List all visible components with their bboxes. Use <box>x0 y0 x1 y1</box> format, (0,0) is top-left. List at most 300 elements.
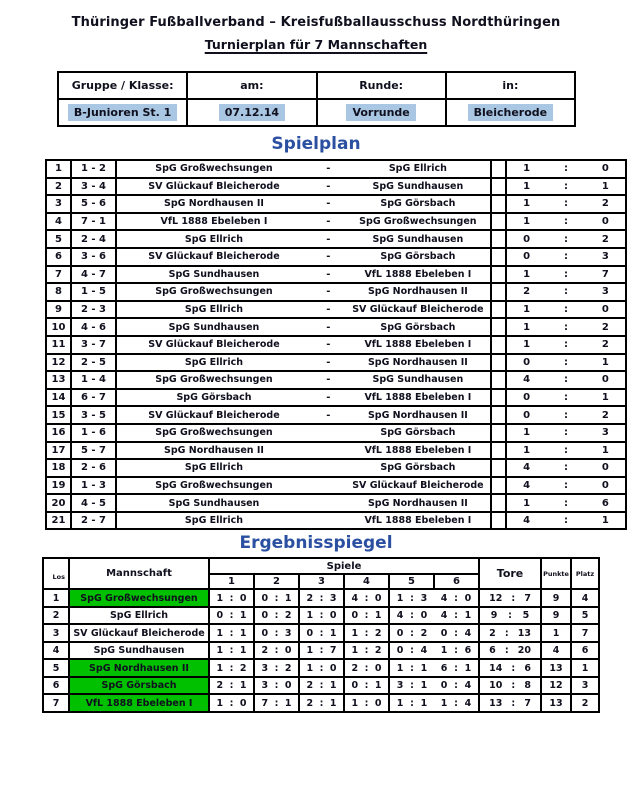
score-colon: : <box>364 662 369 674</box>
away-team: SpG Nordhausen II <box>367 286 468 298</box>
goals-for: 0 <box>396 645 404 657</box>
team-separator: - <box>326 356 331 368</box>
home-goals: 0 <box>523 233 531 245</box>
game-2-result <box>254 589 299 607</box>
match-teams-cell <box>116 424 491 442</box>
info-table <box>57 71 576 127</box>
mannschaft-column-header: Mannschaft <box>69 558 209 589</box>
goals-for: 10 <box>489 680 503 692</box>
match-pairing: 1 - 3 <box>71 477 116 495</box>
goals-for: 0 <box>440 680 448 692</box>
game-score <box>300 593 343 604</box>
match-score-cell <box>506 318 626 336</box>
goals-for: 1 <box>396 662 404 674</box>
score-colon: : <box>563 251 568 263</box>
goals-against: 3 <box>329 592 337 604</box>
spacer-cell <box>491 389 506 407</box>
ergebnis-row <box>43 642 599 660</box>
team-separator: - <box>326 163 331 175</box>
home-goals: 0 <box>523 356 531 368</box>
spacer-cell <box>491 283 506 301</box>
away-goals: 7 <box>601 268 609 280</box>
goals-against: 1 <box>284 592 292 604</box>
score-colon: : <box>563 233 568 245</box>
match-number: 5 <box>46 230 71 248</box>
match-score-cell <box>506 442 626 460</box>
goals-for: 1 <box>216 697 224 709</box>
game-4-result <box>344 607 389 625</box>
match-teams-cell <box>116 160 491 178</box>
score-colon: : <box>563 444 568 456</box>
spielplan-row <box>46 318 626 336</box>
match-score-cell <box>506 389 626 407</box>
game-2-result <box>254 607 299 625</box>
away-team: VfL 1888 Ebeleben I <box>364 444 472 456</box>
game-1-result <box>209 642 254 660</box>
game-3-result <box>299 607 344 625</box>
match-teams <box>117 269 490 280</box>
game-4-result <box>344 589 389 607</box>
game-4-result <box>344 694 389 712</box>
match-score-cell <box>506 512 626 530</box>
away-goals: 2 <box>601 321 609 333</box>
goals-for: 9 <box>490 610 498 622</box>
spacer-cell <box>491 442 506 460</box>
team-name: SpG Großwechsungen <box>69 589 209 607</box>
match-pairing: 4 - 6 <box>71 318 116 336</box>
goals-for: 0 <box>261 627 269 639</box>
game-score <box>210 680 253 691</box>
spacer-cell <box>491 354 506 372</box>
goals-against: 3 <box>420 592 428 604</box>
home-team: SpG Ellrich <box>184 356 244 368</box>
away-team: SpG Görsbach <box>380 198 456 210</box>
match-teams-cell <box>116 230 491 248</box>
match-teams <box>117 462 490 473</box>
match-score-cell <box>506 213 626 231</box>
goals-for: 1 <box>396 697 404 709</box>
team-separator: - <box>326 304 331 316</box>
tore-cell <box>479 642 541 660</box>
away-goals: 2 <box>601 233 609 245</box>
score-colon: : <box>511 697 516 709</box>
home-goals: 1 <box>523 427 531 439</box>
score-colon: : <box>274 592 279 604</box>
away-team: VfL 1888 Ebeleben I <box>364 339 472 351</box>
score-colon: : <box>229 592 234 604</box>
game-score <box>345 628 388 639</box>
score-colon: : <box>274 662 279 674</box>
match-teams <box>117 216 490 227</box>
spielplan-row <box>46 494 626 512</box>
tore-score <box>480 610 540 621</box>
home-team: SpG Sundhausen <box>168 268 260 280</box>
game-score <box>390 628 434 639</box>
match-pairing: 1 - 6 <box>71 424 116 442</box>
goals-for: 4 <box>351 592 359 604</box>
team-name: SV Glückauf Bleicherode <box>69 624 209 642</box>
score-colon: : <box>454 662 458 674</box>
goals-against: 1 <box>239 610 247 622</box>
game-6-result <box>434 628 478 639</box>
goals-against: 4 <box>464 697 472 709</box>
match-teams-cell <box>116 178 491 196</box>
score-colon: : <box>319 627 324 639</box>
match-teams-cell <box>116 354 491 372</box>
game-2-result <box>254 677 299 695</box>
game-3-result <box>299 642 344 660</box>
goals-against: 1 <box>239 645 247 657</box>
score-colon: : <box>229 697 234 709</box>
home-goals: 4 <box>523 374 531 386</box>
home-team: SpG Nordhausen II <box>164 444 264 456</box>
info-value-am-cell <box>187 99 316 126</box>
away-goals: 0 <box>601 163 609 175</box>
match-number: 11 <box>46 336 71 354</box>
los-number: 2 <box>43 607 69 625</box>
score-colon: : <box>229 610 234 622</box>
away-goals: 2 <box>601 409 609 421</box>
game-score <box>345 698 388 709</box>
game-score <box>345 645 388 656</box>
match-pairing: 1 - 2 <box>71 160 116 178</box>
punkte-cell: 13 <box>541 659 571 677</box>
tore-score <box>480 593 540 604</box>
goals-for: 2 <box>261 645 269 657</box>
goals-for: 2 <box>489 627 496 639</box>
tore-score <box>480 628 540 639</box>
score-colon: : <box>410 610 414 622</box>
match-number: 7 <box>46 266 71 284</box>
game-4-result <box>344 659 389 677</box>
match-number: 9 <box>46 301 71 319</box>
away-goals: 0 <box>601 216 609 228</box>
goals-for: 7 <box>261 697 269 709</box>
match-score-cell <box>506 301 626 319</box>
score-colon: : <box>274 680 279 692</box>
goals-against: 2 <box>239 662 247 674</box>
spielplan-row <box>46 512 626 530</box>
home-team: SV Glückauf Bleicherode <box>148 339 280 351</box>
game-6-result <box>434 698 478 709</box>
spacer-cell <box>491 512 506 530</box>
goals-against: 7 <box>329 645 337 657</box>
score-colon: : <box>229 627 234 639</box>
ergebnisspiegel-title: Ergebnisspiegel <box>239 533 393 554</box>
game-score <box>300 680 343 691</box>
goals-against: 13 <box>517 627 531 639</box>
match-teams <box>117 498 490 509</box>
spacer-cell <box>491 424 506 442</box>
match-score <box>507 304 625 315</box>
info-value-am: 07.12.14 <box>219 104 285 121</box>
goals-for: 1 <box>396 592 404 604</box>
match-score <box>507 480 625 491</box>
info-header-am: am: <box>187 72 316 99</box>
spielplan-row <box>46 354 626 372</box>
match-score-cell <box>506 178 626 196</box>
game-1-result <box>209 694 254 712</box>
home-goals: 1 <box>523 198 531 210</box>
goals-against: 1 <box>420 680 428 692</box>
score-colon: : <box>319 680 324 692</box>
score-colon: : <box>563 304 568 316</box>
platz-cell: 1 <box>571 659 599 677</box>
goals-for: 0 <box>306 627 314 639</box>
score-colon: : <box>563 216 568 228</box>
home-team: SpG Ellrich <box>184 304 244 316</box>
game-1-result <box>209 607 254 625</box>
team-separator: - <box>326 180 331 192</box>
goals-against: 2 <box>374 627 382 639</box>
goals-for: 0 <box>351 680 359 692</box>
away-team: SpG Sundhausen <box>372 233 464 245</box>
game-5-result <box>390 610 434 621</box>
los-number: 7 <box>43 694 69 712</box>
spacer-cell <box>491 477 506 495</box>
team-name: SpG Sundhausen <box>69 642 209 660</box>
home-goals: 4 <box>523 479 531 491</box>
team-separator: - <box>326 409 331 421</box>
spacer-cell <box>491 195 506 213</box>
team-separator: - <box>326 392 331 404</box>
match-teams <box>117 445 490 456</box>
game-3-result <box>299 589 344 607</box>
match-number: 15 <box>46 406 71 424</box>
home-goals: 0 <box>523 392 531 404</box>
match-score <box>507 515 625 526</box>
away-team: SpG Görsbach <box>380 321 456 333</box>
ergebnis-row <box>43 607 599 625</box>
home-goals: 1 <box>523 163 531 175</box>
game-1-header: 1 <box>209 574 254 589</box>
away-team: SpG Nordhausen II <box>367 409 468 421</box>
match-score <box>507 216 625 227</box>
tore-cell <box>479 624 541 642</box>
game-score <box>345 663 388 674</box>
score-colon: : <box>410 697 414 709</box>
match-pairing: 5 - 7 <box>71 442 116 460</box>
score-colon: : <box>319 662 324 674</box>
goals-against: 1 <box>329 697 337 709</box>
team-separator: - <box>326 233 331 245</box>
away-goals: 0 <box>601 374 609 386</box>
goals-for: 0 <box>261 592 269 604</box>
home-team: SpG Ellrich <box>184 233 244 245</box>
match-score <box>507 357 625 368</box>
away-goals: 1 <box>601 180 609 192</box>
match-teams <box>117 163 490 174</box>
ergebnis-row <box>43 589 599 607</box>
match-pairing: 1 - 4 <box>71 371 116 389</box>
goals-against: 0 <box>374 662 382 674</box>
away-goals: 6 <box>601 497 609 509</box>
home-goals: 4 <box>523 515 531 527</box>
goals-for: 3 <box>261 680 269 692</box>
spielplan-row <box>46 230 626 248</box>
score-colon: : <box>511 592 516 604</box>
goals-against: 0 <box>420 610 428 622</box>
score-colon: : <box>364 680 369 692</box>
score-colon: : <box>563 409 568 421</box>
score-colon: : <box>410 680 414 692</box>
away-team: SV Glückauf Bleicherode <box>352 304 484 316</box>
away-goals: 2 <box>601 198 609 210</box>
game-score <box>434 593 478 604</box>
goals-against: 8 <box>524 680 531 692</box>
score-colon: : <box>511 680 516 692</box>
away-team: SpG Ellrich <box>388 163 447 175</box>
spielplan-row <box>46 178 626 196</box>
spacer-cell <box>491 318 506 336</box>
match-teams-cell <box>116 512 491 530</box>
punkte-cell: 12 <box>541 677 571 695</box>
match-pairing: 2 - 7 <box>71 512 116 530</box>
match-teams-cell <box>116 477 491 495</box>
ergebnisspiegel-table <box>42 557 600 713</box>
game-score <box>210 698 253 709</box>
game-score <box>300 663 343 674</box>
match-teams <box>117 304 490 315</box>
team-separator: - <box>326 321 331 333</box>
home-team: SpG Großwechsungen <box>155 374 273 386</box>
match-pairing: 3 - 5 <box>71 406 116 424</box>
away-goals: 1 <box>601 356 609 368</box>
match-teams <box>117 392 490 403</box>
match-number: 14 <box>46 389 71 407</box>
game-2-header: 2 <box>254 574 299 589</box>
tore-column-header: Tore <box>479 558 541 589</box>
game-4-result <box>344 677 389 695</box>
team-separator: - <box>326 251 331 263</box>
game-score <box>390 663 434 674</box>
spacer-cell <box>491 301 506 319</box>
away-goals: 2 <box>601 339 609 351</box>
match-teams <box>117 286 490 297</box>
match-teams-cell <box>116 266 491 284</box>
game-score <box>434 680 478 691</box>
score-colon: : <box>410 627 414 639</box>
spielplan-row <box>46 195 626 213</box>
goals-against: 2 <box>284 662 292 674</box>
game-6-result <box>434 680 478 691</box>
goals-for: 1 <box>216 645 224 657</box>
match-score-cell <box>506 424 626 442</box>
goals-for: 2 <box>306 697 314 709</box>
home-team: SpG Ellrich <box>184 462 244 474</box>
match-teams <box>117 480 490 491</box>
spielplan-table <box>45 159 627 530</box>
los-number: 5 <box>43 659 69 677</box>
tore-score <box>480 680 540 691</box>
info-value-gruppe: B-Junioren St. 1 <box>68 104 177 121</box>
goals-for: 4 <box>396 610 404 622</box>
game-4-result <box>344 642 389 660</box>
away-goals: 1 <box>601 515 609 527</box>
goals-for: 3 <box>396 680 404 692</box>
info-header-row <box>58 72 575 99</box>
goals-for: 0 <box>396 627 404 639</box>
double-score <box>390 698 478 709</box>
match-score-cell <box>506 459 626 477</box>
match-number: 12 <box>46 354 71 372</box>
home-goals: 0 <box>523 409 531 421</box>
game-3-result <box>299 694 344 712</box>
match-score <box>507 322 625 333</box>
goals-against: 0 <box>374 697 382 709</box>
home-goals: 1 <box>523 268 531 280</box>
score-colon: : <box>563 321 568 333</box>
goals-against: 0 <box>329 662 337 674</box>
match-score-cell <box>506 354 626 372</box>
goals-against: 1 <box>284 697 292 709</box>
ergebnis-row <box>43 659 599 677</box>
goals-against: 0 <box>284 680 292 692</box>
game-score <box>300 610 343 621</box>
punkte-cell: 4 <box>541 642 571 660</box>
match-teams-cell <box>116 336 491 354</box>
game-5-header: 5 <box>389 574 434 589</box>
score-colon: : <box>563 479 568 491</box>
away-team: SpG Sundhausen <box>372 374 464 386</box>
away-goals: 1 <box>601 444 609 456</box>
game-1-result <box>209 589 254 607</box>
goals-against: 6 <box>464 645 472 657</box>
game-3-result <box>299 677 344 695</box>
match-teams <box>117 234 490 245</box>
match-score-cell <box>506 406 626 424</box>
score-colon: : <box>274 645 279 657</box>
score-colon: : <box>410 645 414 657</box>
game-score <box>300 628 343 639</box>
score-colon: : <box>508 610 512 622</box>
match-score <box>507 445 625 456</box>
score-colon: : <box>563 374 568 386</box>
home-team: SpG Großwechsungen <box>155 479 273 491</box>
team-separator: - <box>326 198 331 210</box>
goals-for: 1 <box>351 645 359 657</box>
goals-for: 0 <box>216 610 224 622</box>
match-number: 18 <box>46 459 71 477</box>
info-header-runde: Runde: <box>317 72 446 99</box>
score-colon: : <box>319 610 324 622</box>
score-colon: : <box>364 610 369 622</box>
score-colon: : <box>410 662 414 674</box>
match-teams <box>117 251 490 262</box>
punkte-cell: 9 <box>541 607 571 625</box>
double-score <box>390 645 478 656</box>
game-5-result <box>390 698 434 709</box>
goals-against: 1 <box>374 680 382 692</box>
score-colon: : <box>504 645 509 657</box>
home-team: SpG Görsbach <box>176 392 252 404</box>
goals-against: 2 <box>374 645 382 657</box>
away-team: SpG Nordhausen II <box>367 497 468 509</box>
game-score <box>210 645 253 656</box>
spielplan-row <box>46 459 626 477</box>
match-teams <box>117 322 490 333</box>
team-name: VfL 1888 Ebeleben I <box>69 694 209 712</box>
match-score <box>507 427 625 438</box>
platz-cell: 5 <box>571 607 599 625</box>
spielplan-row <box>46 248 626 266</box>
goals-for: 1 <box>440 645 448 657</box>
goals-against: 0 <box>374 592 382 604</box>
match-score-cell <box>506 248 626 266</box>
away-goals: 3 <box>601 286 609 298</box>
team-name: SpG Ellrich <box>69 607 209 625</box>
spacer-cell <box>491 336 506 354</box>
